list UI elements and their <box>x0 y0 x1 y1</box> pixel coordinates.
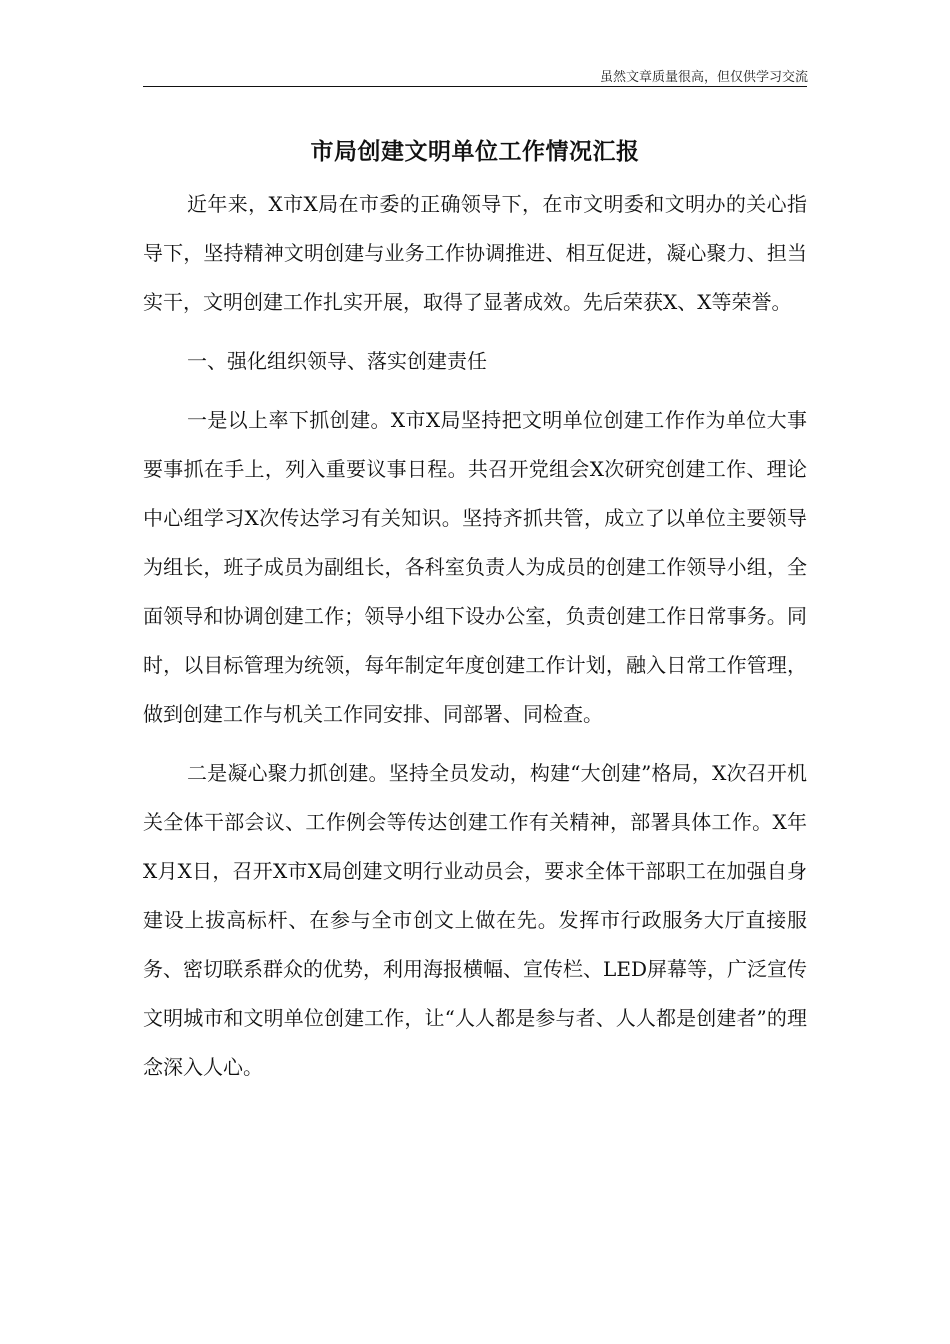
header-divider <box>143 86 807 87</box>
section-heading: 一、强化组织领导、落实创建责任 <box>187 349 487 373</box>
document-title: 市局创建文明单位工作情况汇报 <box>310 138 640 165</box>
paragraph-point-one: 一是以上率下抓创建。X市X局坚持把文明单位创建工作作为单位大事要事抓在手上，列入重要议事日程。共召开党组会X次研究创建工作、理论中心组学习X次传达学习有关知识。坚持齐抓共管，成立了以单位主要领导为组长，班子成员为副组长，各科室负责人为成员的创建工作领导小组，全面领导和协调创建工作；领导小组下设办公室，负责创建工作日常事务。同时，以目标管理为统领，每年制定年度创建工作计划，融入日常工作管理，做到创建工作与机关工作同安排、同部署、同检查。 <box>143 408 807 726</box>
paragraph-intro: 近年来，X市X局在市委的正确领导下，在市文明委和文明办的关心指导下，坚持精神文明创建与业务工作协调推进、相互促进，凝心聚力、担当实干，文明创建工作扎实开展，取得了显著成效。先后荣获X、X等荣誉。 <box>143 192 807 314</box>
paragraph-point-two: 二是凝心聚力抓创建。坚持全员发动，构建“大创建”格局，X次召开机关全体干部会议、工作例会等传达创建工作有关精神，部署具体工作。X年X月X日，召开X市X局创建文明行业动员会，要求全体干部职工在加强自身建设上拔高标杆、在参与全市创文上做在先。发挥市行政服务大厅直接服务、密切联系群众的优势，利用海报横幅、宣传栏、LED屏幕等，广泛宣传文明城市和文明单位创建工作，让“人人都是参与者、人人都是创建者”的理念深入人心。 <box>143 761 807 1079</box>
header-note: 虽然文章质量很高，但仅供学习交流 <box>599 70 808 85</box>
document-body <box>143 180 807 1102</box>
